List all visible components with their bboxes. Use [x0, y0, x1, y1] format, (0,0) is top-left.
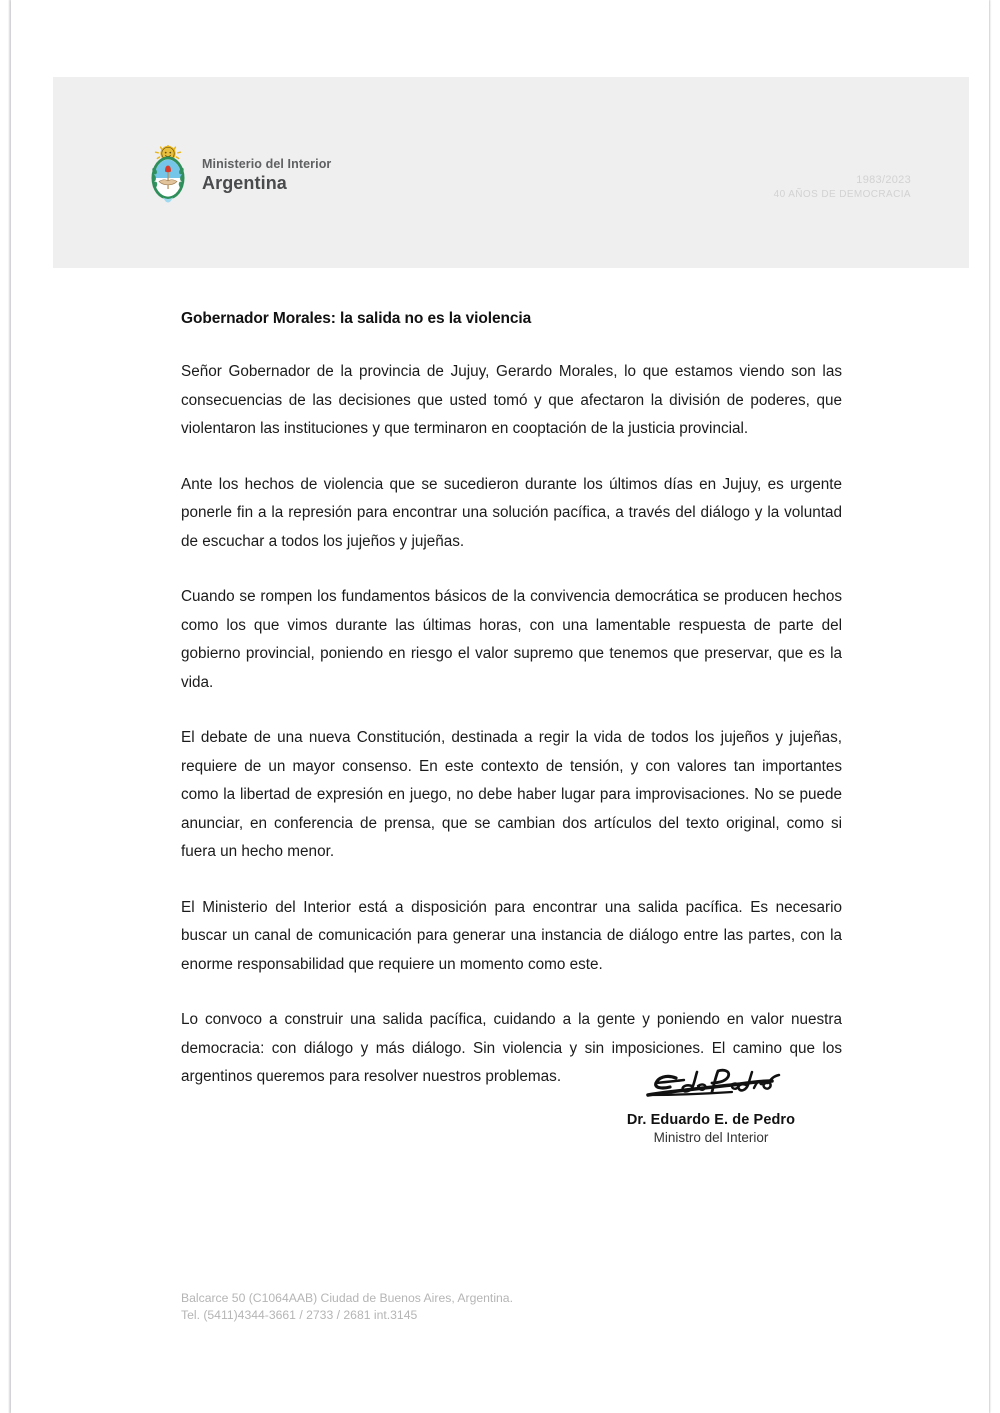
ministry-name: Ministerio del Interior	[202, 156, 332, 171]
signatory-name: Dr. Eduardo E. de Pedro	[626, 1112, 796, 1128]
letter-body	[181, 310, 842, 1092]
ministry-brand-text	[202, 158, 331, 193]
signatory-role: Ministro del Interior	[653, 1130, 769, 1145]
letterhead-band	[53, 77, 969, 268]
letter-title: Gobernador Morales: la salida no es la violencia	[181, 310, 532, 327]
letter-paragraph: Señor Gobernador de la provincia de Jujuy, Gerardo Morales, lo que estamos viendo son las consecuencias de las decisiones que usted tomó y que afectaron la división de poderes, que violentaron las instituciones y que terminaron en cooptación de la justicia provincial.	[181, 363, 842, 437]
democracy-anniversary	[774, 173, 911, 201]
letter-paragraph: El debate de una nueva Constitución, destinada a regir la vida de todos los jujeños y jujeñas, requiere de un mayor consenso. En este contexto de tensión, y con valores tan importantes como la libertad de expresión en juego, no debe haber lugar para improvisaciones. No se puede anunciar, en conferencia de prensa, que se cambian dos artículos del texto original, como si fuera un hecho menor.	[181, 729, 842, 860]
argentina-coat-of-arms-icon	[147, 145, 189, 205]
letter-page	[11, 0, 989, 1413]
letter-paragraph: Ante los hechos de violencia que se sucedieron durante los últimos días en Jujuy, es urgente ponerle fin a la represión para encontrar una solución pacífica, a través del diálogo y la voluntad de escuchar a todos los jujeños y jujeñas.	[181, 475, 842, 550]
footer-phone: Tel. (5411)4344-3661 / 2733 / 2681 int.3145	[181, 1308, 418, 1322]
letter-paragraph: Cuando se rompen los fundamentos básicos de la convivencia democrática se producen hechos como los que vimos durante las últimas horas, con una lamentable respuesta de parte del gobierno provincial, poniendo en riesgo el valor supremo que tenemos que preservar, que es la vida.	[181, 588, 842, 691]
page-footer	[181, 1290, 513, 1324]
footer-address: Balcarce 50 (C1064AAB) Ciudad de Buenos Aires, Argentina.	[181, 1291, 513, 1305]
country-name: Argentina	[202, 173, 287, 194]
handwritten-signature-icon	[636, 1062, 786, 1108]
signature-block	[541, 1062, 881, 1145]
anniversary-label: 40 AÑOS DE DEMOCRACIA	[773, 188, 911, 200]
anniversary-years: 1983/2023	[856, 174, 911, 186]
ministry-brand	[147, 145, 331, 205]
letter-paragraph: Lo convoco a construir una salida pacífica, cuidando a la gente y poniendo en valor nuestra democracia: con diálogo y más diálogo. Sin violencia y sin imposiciones. El camino que los argentinos queremos para resolver nuestros problemas.	[181, 1011, 842, 1085]
letter-paragraph: El Ministerio del Interior está a disposición para encontrar una salida pacífica. Es necesario buscar un canal de comunicación para generar una instancia de diálogo entre las partes, con la enorme responsabilidad que requiere un momento como este.	[181, 898, 842, 973]
